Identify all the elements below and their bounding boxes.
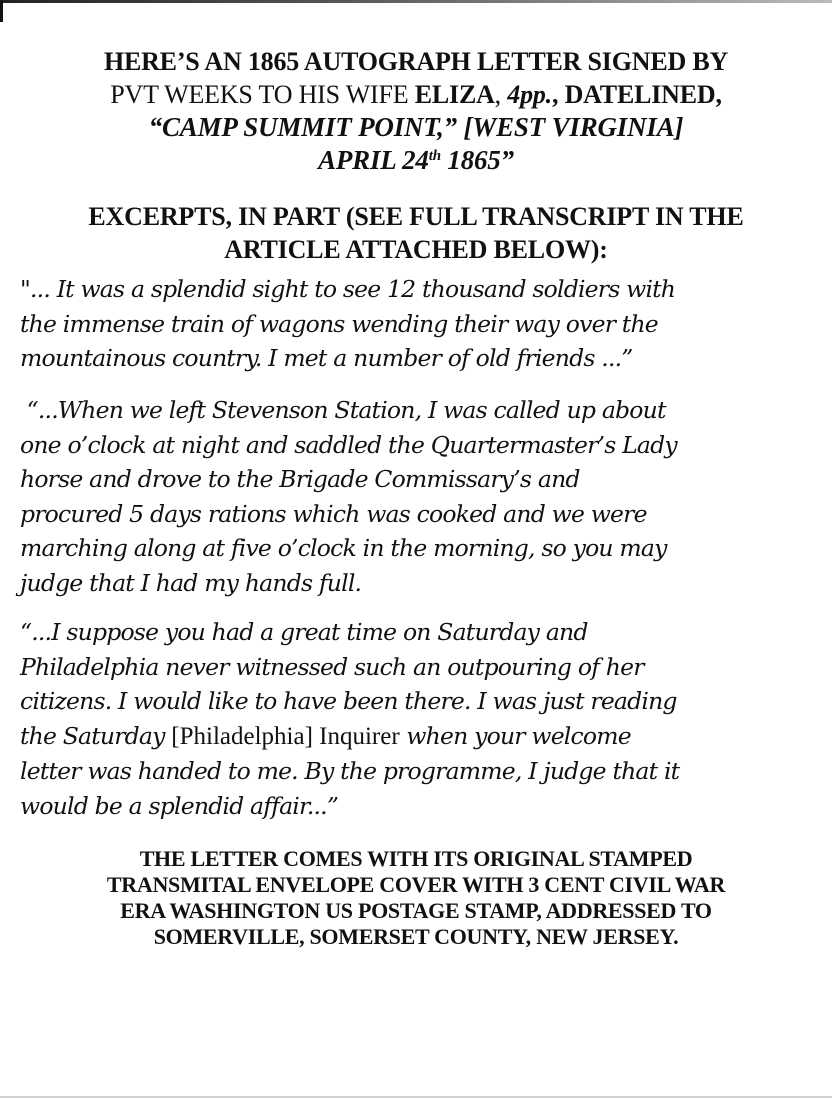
closing-line: SOMERVILLE, SOMERSET COUNTY, NEW JERSEY. bbox=[153, 924, 679, 949]
quote-line: procured 5 days rations which was cooked and we were bbox=[20, 499, 647, 528]
excerpts-heading-line-1: EXCERPTS, IN PART (SEE FULL TRANSCRIPT IN THE bbox=[88, 202, 744, 231]
date-ordinal: th bbox=[428, 148, 441, 164]
quote-line: mountainous country. I met a number of old friends ...” bbox=[20, 344, 633, 372]
quote-text: when your welcome bbox=[399, 721, 631, 750]
quote-line: marching along at five o’clock in the morning, so you may bbox=[20, 534, 667, 562]
quote-line: would be a splendid affair...” bbox=[20, 791, 339, 820]
quote-line: one o’clock at night and saddled the Quartermaster’s Lady bbox=[20, 430, 677, 459]
scan-edge-top bbox=[0, 0, 832, 3]
quote-line: citizens. I would like to have been there. I was just reading bbox=[20, 687, 677, 715]
scan-edge-bottom bbox=[0, 1096, 832, 1098]
dateline-place: “CAMP SUMMIT POINT,” [WEST VIRGINIA] bbox=[148, 112, 684, 142]
newspaper-name: [Philadelphia] Inquirer bbox=[171, 722, 400, 750]
intro-line-1: HERE’S AN 1865 AUTOGRAPH LETTER SIGNED BY bbox=[103, 47, 729, 76]
intro-line-2-text: PVT WEEKS TO HIS WIFE bbox=[110, 80, 415, 109]
intro-line-2 bbox=[0, 78, 832, 111]
quote-line: Philadelphia never witnessed such an outpouring of her bbox=[20, 652, 644, 681]
quote-line: the immense train of wagons wending their way over the bbox=[20, 309, 658, 338]
date-year: 1865” bbox=[440, 145, 514, 175]
closing-line: THE LETTER COMES WITH ITS ORIGINAL STAMPED bbox=[139, 846, 693, 871]
datelined-label: , DATELINED, bbox=[551, 80, 722, 109]
quote-line: “...I suppose you had a great time on Saturday and bbox=[20, 618, 588, 646]
quote-text: the Saturday bbox=[20, 721, 172, 750]
closing-line: TRANSMITAL ENVELOPE COVER WITH 3 CENT CIVIL WAR bbox=[106, 872, 726, 897]
quote-line: judge that I had my hands full. bbox=[20, 568, 362, 597]
intro-heading bbox=[0, 45, 832, 177]
excerpts-heading-line-2: ARTICLE ATTACHED BELOW): bbox=[224, 235, 608, 264]
quote-line: letter was handed to me. By the programme, I judge that it bbox=[20, 757, 680, 785]
quote-line: "... It was a splendid sight to see 12 thousand soldiers with bbox=[20, 275, 676, 303]
quote-excerpt-2 bbox=[20, 393, 820, 600]
recipient-name: ELIZA bbox=[414, 80, 495, 109]
closing-note bbox=[0, 846, 832, 950]
date-month-day: APRIL 24 bbox=[318, 145, 429, 175]
quote-line: “...When we left Stevenson Station, I was called up about bbox=[20, 396, 666, 424]
quote-line: horse and drove to the Brigade Commissary’s and bbox=[20, 465, 580, 493]
scan-edge-left bbox=[0, 0, 3, 22]
quote-excerpt-3 bbox=[20, 615, 820, 823]
page-count: 4pp. bbox=[507, 80, 552, 109]
quote-excerpt-1 bbox=[20, 272, 820, 376]
closing-line: ERA WASHINGTON US POSTAGE STAMP, ADDRESSED TO bbox=[120, 898, 712, 923]
dateline-date bbox=[0, 144, 832, 177]
separator: , bbox=[494, 80, 508, 109]
quote-line bbox=[20, 719, 820, 755]
excerpts-heading bbox=[0, 200, 832, 266]
